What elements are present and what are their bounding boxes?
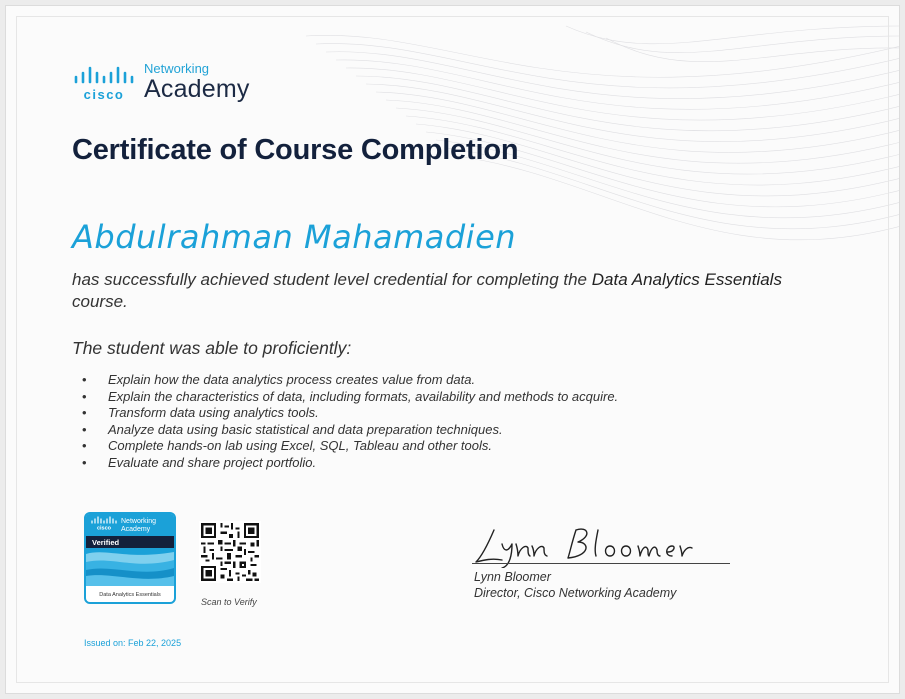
outcomes-list <box>82 372 618 472</box>
logo-networking-text: Networking <box>144 61 210 76</box>
badge-course-text: Data Analytics Essentials <box>99 592 161 598</box>
signatory-role: Director, Cisco Networking Academy <box>474 586 677 600</box>
cisco-wordmark: cisco <box>83 87 125 102</box>
achievement-description <box>72 269 792 313</box>
outcomes-heading: The student was able to proficiently: <box>72 338 352 358</box>
logo-academy-text: Academy <box>144 75 250 103</box>
qr-code[interactable] <box>199 521 261 583</box>
badge-cisco-wordmark: cisco <box>96 525 112 532</box>
qr-caption: Scan to Verify <box>201 597 257 607</box>
course-name: Data Analytics Essentials <box>591 270 782 289</box>
outcome-item: • Transform data using analytics tools. <box>82 405 618 422</box>
recipient-name: Abdulrahman Mahamadien <box>72 218 517 256</box>
cisco-networking-academy-logo <box>72 62 250 102</box>
outcome-item: • Explain the characteristics of data, including formats, availability and methods to acquire. <box>82 389 618 406</box>
signatory-block <box>474 569 676 601</box>
certificate-title: Certificate of Course Completion <box>72 134 519 166</box>
badge-graphic <box>86 514 174 602</box>
verified-badge[interactable] <box>84 512 176 604</box>
description-prefix: has successfully achieved student level credential for completing the <box>72 270 592 289</box>
cisco-logo-icon <box>72 62 136 102</box>
outcome-item: • Explain how the data analytics process creates value from data. <box>82 372 618 389</box>
description-suffix: course. <box>72 292 128 311</box>
outcome-item: • Complete hands-on lab using Excel, SQL, Tableau and other tools. <box>82 438 618 455</box>
outcome-item: • Analyze data using basic statistical and data preparation techniques. <box>82 422 618 439</box>
handwritten-signature <box>472 522 732 568</box>
signature-line <box>472 563 730 564</box>
badge-academy-text: Academy <box>121 526 151 533</box>
outcome-item: • Evaluate and share project portfolio. <box>82 455 618 472</box>
issued-date: Issued on: Feb 22, 2025 <box>84 638 182 648</box>
signatory-name: Lynn Bloomer <box>474 570 551 584</box>
badge-networking-text: Networking <box>121 518 157 525</box>
badge-verified-label: Verified <box>92 538 120 547</box>
